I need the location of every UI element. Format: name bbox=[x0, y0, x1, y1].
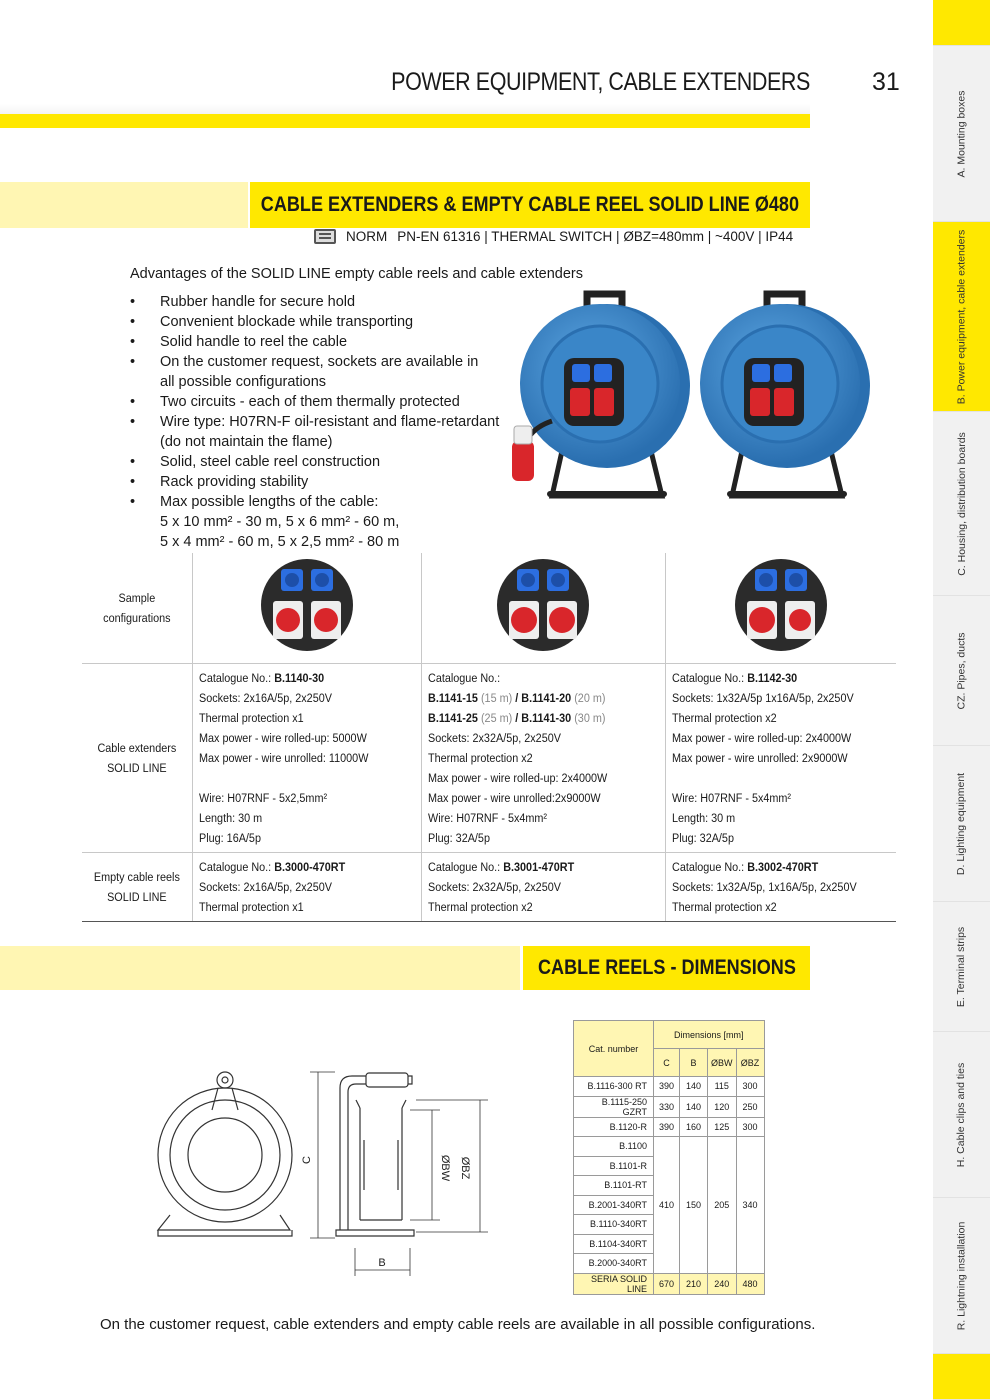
value-cell: 115 bbox=[708, 1077, 737, 1097]
lengths-line: 5 x 10 mm² - 30 m, 5 x 6 mm² - 60 m, bbox=[160, 514, 400, 530]
extender-cell-2 bbox=[421, 664, 665, 853]
spec-line: Sockets: 2x32A/5p, 2x250V bbox=[427, 880, 561, 894]
spec-line: Sockets: 2x32A/5p, 2x250V bbox=[427, 731, 561, 745]
separator: / bbox=[515, 691, 522, 705]
catalogue-number: B.1142-30 bbox=[747, 671, 797, 685]
extender-cell-3 bbox=[665, 664, 896, 853]
spec-line: Thermal protection x1 bbox=[198, 900, 304, 914]
spec-line: Wire: H07RNF - 5x2,5mm² bbox=[198, 791, 327, 805]
side-tab-label: C. Housing, distribution boards bbox=[955, 431, 968, 576]
cat-cell: B.1101-R bbox=[574, 1156, 654, 1176]
table-row bbox=[82, 553, 896, 664]
socket-panel-icon bbox=[259, 557, 355, 653]
cat-cell: B.1115-250 GZRT bbox=[574, 1096, 654, 1117]
spec-line: Length: 30 m bbox=[671, 811, 735, 825]
side-tab-label: D. Lighting equipment bbox=[955, 772, 968, 875]
norm-book-icon bbox=[314, 229, 336, 244]
dim-label-bw: ØBW bbox=[439, 1154, 451, 1182]
spec-line: Plug: 16A/5p bbox=[198, 831, 261, 845]
specifications-table bbox=[82, 553, 896, 922]
value-cell: 250 bbox=[736, 1096, 764, 1117]
empty-reel-cell-2 bbox=[421, 853, 665, 922]
lengths-heading: Max possible lengths of the cable: bbox=[160, 494, 379, 510]
catalogue-line bbox=[672, 668, 864, 688]
reel-dimension-drawing bbox=[150, 1060, 510, 1280]
table-row bbox=[574, 1117, 765, 1137]
spec-line: Wire: H07RNF - 5x4mm² bbox=[427, 811, 547, 825]
section-banner bbox=[250, 182, 810, 228]
value-cell: 340 bbox=[736, 1137, 764, 1274]
catalogue-prefix: Catalogue No.: bbox=[427, 671, 501, 685]
cat-cell: B.1101-RT bbox=[574, 1176, 654, 1196]
table-row bbox=[574, 1096, 765, 1117]
catalogue-number: B.1140-30 bbox=[273, 671, 324, 685]
spec-line: Max power - wire rolled-up: 2x4000W bbox=[671, 731, 852, 745]
header-shadow bbox=[0, 104, 810, 114]
spec-line: Sockets: 2x16A/5p, 2x250V bbox=[198, 691, 332, 705]
advantages-intro: Advantages of the SOLID LINE empty cable reels and cable extenders bbox=[130, 266, 583, 282]
value-cell: 125 bbox=[708, 1117, 737, 1137]
catalogue-line bbox=[672, 857, 864, 877]
catalogue-number: B.1141-20 bbox=[521, 691, 572, 705]
row-label-line: configurations bbox=[103, 611, 171, 625]
separator: / bbox=[515, 711, 522, 725]
header-cat-number: Cat. number bbox=[574, 1021, 654, 1077]
row-label-line: Empty cable reels bbox=[93, 870, 180, 884]
value-cell: 150 bbox=[680, 1137, 708, 1274]
value-cell: 120 bbox=[708, 1096, 737, 1117]
norm-label: NORM bbox=[346, 229, 388, 244]
header-dimensions: Dimensions [mm] bbox=[654, 1021, 765, 1049]
spec-line: Sockets: 2x16A/5p, 2x250V bbox=[198, 880, 332, 894]
reel-1 bbox=[512, 294, 690, 497]
catalogue-prefix: Catalogue No.: bbox=[671, 671, 748, 685]
catalogue-number: B.1141-25 bbox=[427, 711, 478, 725]
value-cell: 205 bbox=[708, 1137, 737, 1274]
value-cell: 300 bbox=[736, 1117, 764, 1137]
catalogue-line bbox=[199, 857, 389, 877]
catalogue-number: B.3001-470RT bbox=[503, 860, 575, 874]
dimensions-table bbox=[573, 1020, 765, 1295]
cat-cell: B.2001-340RT bbox=[574, 1195, 654, 1215]
spec-line: Wire: H07RNF - 5x4mm² bbox=[671, 791, 791, 805]
spec-line: Sockets: 1x32A/5p 1x16A/5p, 2x250V bbox=[671, 691, 854, 705]
table-header-row bbox=[574, 1021, 765, 1049]
list-item: • Two circuits - each of them thermally protected bbox=[130, 392, 530, 412]
length-note: (30 m) bbox=[571, 711, 606, 725]
dim-label-b: B bbox=[378, 1257, 386, 1269]
spec-line: Plug: 32A/5p bbox=[427, 831, 490, 845]
value-cell: 390 bbox=[654, 1117, 680, 1137]
catalogue-prefix: Catalogue No.: bbox=[198, 671, 274, 685]
side-tab-top-marker bbox=[933, 0, 990, 46]
section-banner-left bbox=[0, 946, 520, 990]
catalogue-prefix: Catalogue No.: bbox=[671, 860, 748, 874]
header-col: C bbox=[654, 1049, 680, 1077]
catalogue-line bbox=[199, 668, 389, 688]
side-navigation bbox=[933, 0, 990, 1400]
catalogue-prefix: Catalogue No.: bbox=[198, 860, 274, 874]
length-note: (15 m) bbox=[477, 691, 516, 705]
list-item: • Solid, steel cable reel construction bbox=[130, 452, 530, 472]
catalogue-number: B.1141-15 bbox=[427, 691, 478, 705]
value-cell: 330 bbox=[654, 1096, 680, 1117]
row-label-line: SOLID LINE bbox=[107, 890, 167, 904]
length-note: (25 m) bbox=[477, 711, 516, 725]
list-item: • Wire type: H07RN-F oil-resistant and flame-retardant (do not maintain the flame) bbox=[130, 412, 520, 452]
section-banner-left bbox=[0, 182, 248, 228]
side-tab-cz[interactable] bbox=[933, 596, 990, 746]
side-tab-d[interactable] bbox=[933, 746, 990, 902]
side-tab-label: CZ. Pipes, ducts bbox=[955, 631, 968, 710]
value-cell: 210 bbox=[680, 1273, 708, 1294]
cat-cell: B.1116-300 RT bbox=[574, 1077, 654, 1097]
row-label-line: SOLID LINE bbox=[107, 761, 167, 775]
cat-cell: B.1104-340RT bbox=[574, 1234, 654, 1254]
sample-config-3 bbox=[665, 553, 896, 664]
norm-text: PN-EN 61316 | THERMAL SWITCH | ØBZ=480mm | ~400V | IP44 bbox=[397, 229, 794, 244]
side-tab-h[interactable] bbox=[933, 1032, 990, 1198]
spec-line: Thermal protection x2 bbox=[427, 900, 533, 914]
header-accent-bar bbox=[0, 114, 810, 128]
value-cell: 670 bbox=[654, 1273, 680, 1294]
side-tab-a[interactable] bbox=[933, 46, 990, 222]
side-tab-label: H. Cable clips and ties bbox=[955, 1062, 968, 1167]
list-item bbox=[130, 492, 530, 552]
table-row bbox=[82, 853, 896, 922]
spec-line: Plug: 32A/5p bbox=[671, 831, 734, 845]
cable-reels-image bbox=[512, 286, 882, 526]
cat-cell: B.1120-R bbox=[574, 1117, 654, 1137]
section-title: CABLE REELS - DIMENSIONS bbox=[537, 956, 796, 979]
spec-line: Thermal protection x2 bbox=[671, 711, 777, 725]
socket-panel-icon bbox=[733, 557, 829, 653]
side-tab-label: R. Lightning installation bbox=[955, 1221, 968, 1330]
value-cell: 300 bbox=[736, 1077, 764, 1097]
header-col: ØBW bbox=[708, 1049, 737, 1077]
value-cell: 140 bbox=[680, 1096, 708, 1117]
cat-cell: B.1100 bbox=[574, 1137, 654, 1157]
header-col: B bbox=[680, 1049, 708, 1077]
spec-line bbox=[199, 768, 389, 788]
list-item: • Convenient blockade while transporting bbox=[130, 312, 530, 332]
sample-config-2 bbox=[421, 553, 665, 664]
table-row bbox=[574, 1273, 765, 1294]
side-tab-e[interactable] bbox=[933, 902, 990, 1032]
spec-line: Max power - wire rolled-up: 2x4000W bbox=[427, 771, 608, 785]
dim-label-c: C bbox=[301, 1156, 313, 1164]
value-cell: 410 bbox=[654, 1137, 680, 1274]
spec-line: Max power - wire unrolled: 2x9000W bbox=[671, 751, 848, 765]
spec-line: Sockets: 1x32A/5p, 1x16A/5p, 2x250V bbox=[671, 880, 857, 894]
side-tab-c[interactable] bbox=[933, 412, 990, 596]
catalogue-line bbox=[428, 708, 631, 728]
section-banner bbox=[523, 946, 810, 990]
row-label bbox=[82, 853, 192, 922]
catalogue-line bbox=[428, 688, 631, 708]
side-tab-bottom-marker bbox=[933, 1354, 990, 1400]
page-title: POWER EQUIPMENT, CABLE EXTENDERS bbox=[391, 68, 810, 96]
cat-cell: B.1110-340RT bbox=[574, 1215, 654, 1235]
row-label bbox=[82, 664, 192, 853]
value-cell: 140 bbox=[680, 1077, 708, 1097]
side-tab-r[interactable] bbox=[933, 1198, 990, 1354]
side-tab-label: E. Terminal strips bbox=[955, 926, 968, 1007]
table-row bbox=[82, 664, 896, 853]
spec-line: Max power - wire rolled-up: 5000W bbox=[198, 731, 367, 745]
reel-2 bbox=[700, 294, 870, 497]
value-cell: 240 bbox=[708, 1273, 737, 1294]
spec-line: Thermal protection x2 bbox=[427, 751, 533, 765]
side-tab-label: B. Power equipment, cable extenders bbox=[955, 229, 968, 404]
empty-reel-cell-3 bbox=[665, 853, 896, 922]
spec-line: Thermal protection x1 bbox=[198, 711, 304, 725]
length-note: (20 m) bbox=[571, 691, 606, 705]
spec-line: Max power - wire unrolled:2x9000W bbox=[427, 791, 601, 805]
spec-line: Length: 30 m bbox=[198, 811, 262, 825]
side-tab-b[interactable] bbox=[933, 222, 990, 412]
catalogue-line bbox=[428, 857, 631, 877]
row-label-line: Cable extenders bbox=[97, 741, 177, 755]
table-row bbox=[574, 1077, 765, 1097]
table-row bbox=[574, 1137, 765, 1157]
value-cell: 390 bbox=[654, 1077, 680, 1097]
list-item: • On the customer request, sockets are available in all possible configurations bbox=[130, 352, 490, 392]
spec-line bbox=[672, 768, 864, 788]
list-item: • Rubber handle for secure hold bbox=[130, 292, 530, 312]
row-label-line: Sample bbox=[118, 591, 156, 605]
list-item: • Rack providing stability bbox=[130, 472, 530, 492]
socket-panel-icon bbox=[495, 557, 591, 653]
spec-line: Max power - wire unrolled: 11000W bbox=[198, 751, 369, 765]
catalogue-prefix: Catalogue No.: bbox=[427, 860, 504, 874]
advantages-list bbox=[130, 292, 530, 552]
side-tab-label: A. Mounting boxes bbox=[955, 90, 968, 177]
cat-cell: SERIA SOLID LINE bbox=[574, 1273, 654, 1294]
row-label bbox=[82, 553, 192, 664]
extender-cell-1 bbox=[192, 664, 421, 853]
dim-label-bz: ØBZ bbox=[459, 1156, 471, 1180]
lengths-line: 5 x 4 mm² - 60 m, 5 x 2,5 mm² - 80 m bbox=[160, 534, 400, 550]
spec-line: Thermal protection x2 bbox=[671, 900, 777, 914]
header-col: ØBZ bbox=[736, 1049, 764, 1077]
catalogue-number: B.3000-470RT bbox=[273, 860, 345, 874]
section-title: CABLE EXTENDERS & EMPTY CABLE REEL SOLID LINE Ø480 bbox=[260, 193, 800, 216]
sample-config-1 bbox=[192, 553, 421, 664]
list-item: • Solid handle to reel the cable bbox=[130, 332, 530, 352]
page-number: 31 bbox=[872, 68, 900, 96]
footer-note: On the customer request, cable extenders and empty cable reels are available in all possible configurations. bbox=[100, 1316, 816, 1333]
empty-reel-cell-1 bbox=[192, 853, 421, 922]
catalogue-number: B.1141-30 bbox=[521, 711, 572, 725]
cat-cell: B.2000-340RT bbox=[574, 1254, 654, 1274]
value-cell: 480 bbox=[736, 1273, 764, 1294]
value-cell: 160 bbox=[680, 1117, 708, 1137]
catalogue-number: B.3002-470RT bbox=[747, 860, 819, 874]
norm-line bbox=[314, 229, 793, 244]
